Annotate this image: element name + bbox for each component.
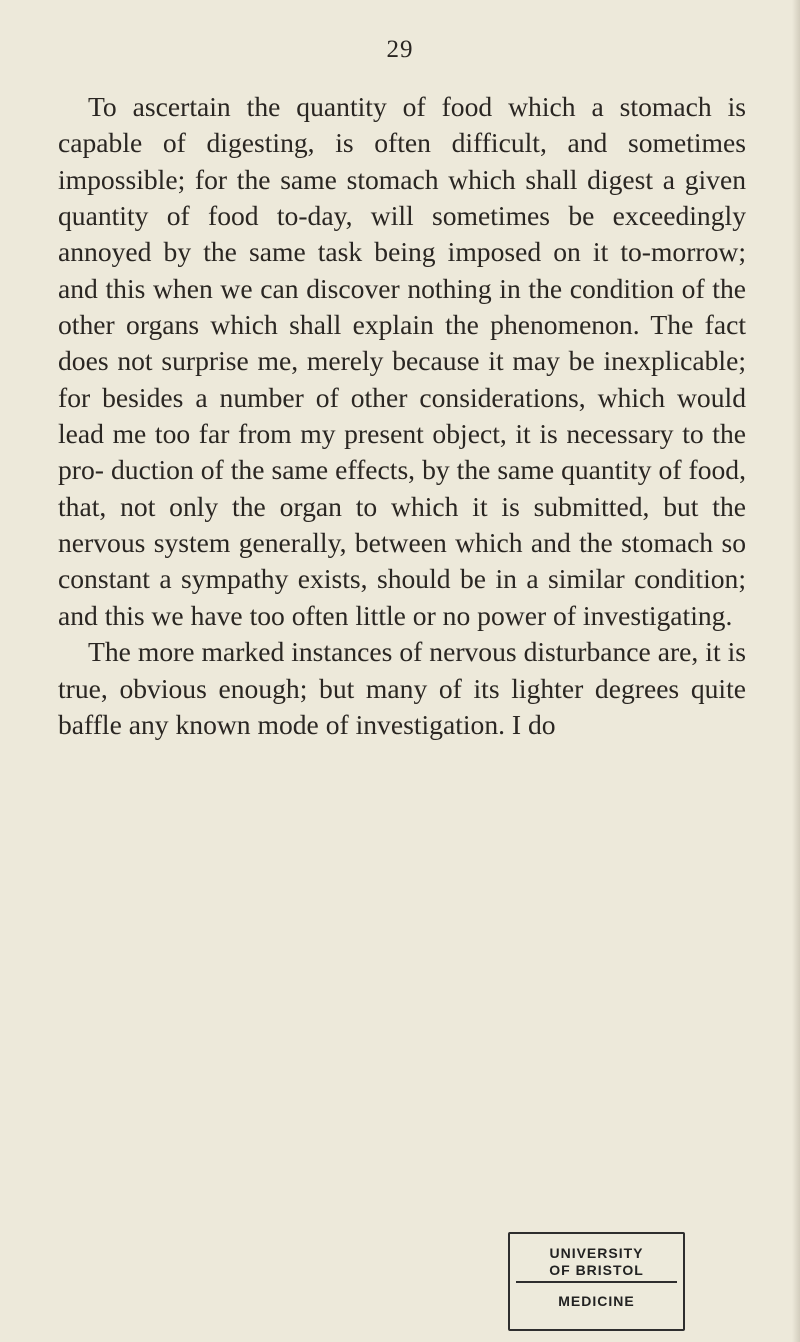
page-edge-shadow — [792, 0, 800, 1342]
paragraph-1: To ascertain the quantity of food which a stomach is capable of digesting, is often difficult, and sometimes impossible; for the same stomach which shall digest a given quantity of food to-day, will sometimes be exceedingly annoyed by the same task being imposed on it to-morrow; and this when we can discover nothing in the condition of the other organs which shall explain the phenomenon. The fact does not surprise me, merely because it may be inexplicable; for besides a number of other considerations, which would lead me too far from my present object, it is necessary to the pro- duction of the same effects, by the same quantity of food, that, not only the organ to which it is submitted, but the nervous system generally, between which and the stomach so constant a sympathy exists, should be in a similar condition; and this we have too often little or no power of investigating. — [58, 91, 746, 631]
page-number: 29 — [386, 36, 414, 63]
stamp-university: UNIVERSITY — [549, 1245, 644, 1261]
body-text — [58, 89, 746, 743]
library-stamp — [508, 1232, 685, 1331]
stamp-divider — [516, 1281, 677, 1283]
stamp-medicine: MEDICINE — [558, 1293, 635, 1309]
paragraph-2: The more marked instances of nervous disturbance are, it is true, obvious enough; but many of its lighter degrees quite baffle any known mode of investigation. I do — [58, 636, 746, 740]
stamp-bristol: OF BRISTOL — [549, 1262, 644, 1278]
